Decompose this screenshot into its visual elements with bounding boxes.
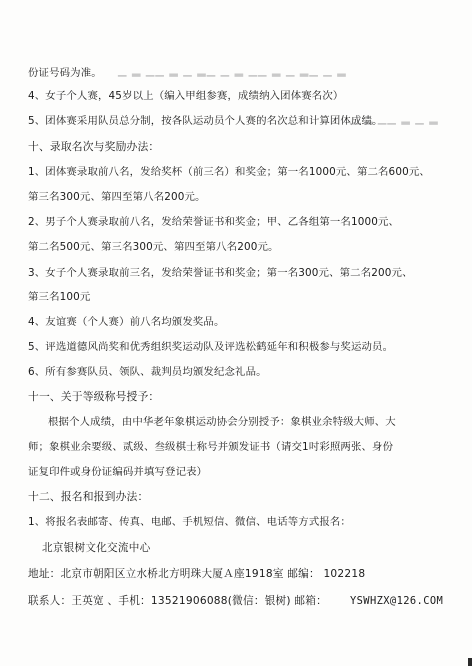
text-line-award-2a: 2、男子个人赛录取前八名，发给荣誉证书和奖金；甲、乙各组第一名1000元、: [28, 216, 400, 228]
text-line-award-4: 4、友谊赛（个人赛）前八名均颁发奖品。: [28, 316, 225, 328]
text-line-title-grant-c: 证复印件或身份证编码并填写登记表）: [28, 466, 208, 478]
contact-line: 联系人：王英宽 、手机：13521906088(微信：银树) 邮箱：: [28, 595, 327, 607]
organizer-name: 北京银树文化交流中心: [42, 542, 151, 554]
text-line-title-grant-b: 师；象棋业余要级、贰级、叁级棋士称号并颁发证书（请交1吋彩照两张、身份: [28, 441, 394, 453]
bleed-through-mark: ▁ ▂ ▁▁ ▂ ▁ ▂▁ ▁ ▂ ▁▁ ▂ ▁ ▂▁ ▁ ▂: [118, 64, 347, 77]
text-line-award-2b: 第二名500元、第三名300元、第四至第八名200元。: [28, 241, 279, 253]
text-line-award-1a: 1、团体赛录取前八名，发给奖杯（前三名）和奖金；第一名1000元、第二名600元、: [28, 166, 430, 178]
text-line-women-individual: 4、女子个人赛，45岁以上（编入甲组参赛，成绩纳入团体赛名次）: [28, 90, 344, 102]
email-address: YSWHZX@126.COM: [350, 595, 444, 607]
text-line-registration-method: 1、将报名表邮寄、传真、电邮、手机短信、微信、电话等方式报名：: [28, 516, 351, 528]
bleed-through-mark: ▁ ▂ ▁▁ ▂ ▁ ▂: [350, 112, 439, 125]
text-line-award-6: 6、所有参赛队员、领队、裁判员均颁发纪念礼品。: [28, 366, 267, 378]
text-line-award-3a: 3、女子个人赛录取前三名，发给荣誉证书和奖金；第一名300元、第二名200元、: [28, 267, 413, 279]
text-line-id-number: 份证号码为准。: [28, 67, 102, 79]
text-line-team-scoring: 5、团体赛采用队员总分制，按各队运动员个人赛的名次总和计算团体成绩。: [28, 115, 383, 127]
section-heading-11: 十一、关于等级称号授予：: [28, 390, 160, 403]
section-heading-12: 十二、报名和报到办法：: [28, 490, 149, 503]
text-line-award-3b: 第三名100元: [28, 291, 91, 303]
text-line-title-grant-a: 根据个人成绩，由中华老年象棋运动协会分别授予：象棋业余特级大师、大: [48, 416, 396, 428]
scan-edge-mark: [468, 658, 472, 666]
section-heading-10: 十、录取名次与奖励办法：: [28, 140, 160, 153]
text-line-award-5: 5、评选道德风尚奖和优秀组织奖运动队及评选松鹤延年和积极参与奖运动员。: [28, 341, 394, 353]
text-line-award-1b: 第三名300元、第四至第八名200元。: [28, 191, 206, 203]
address-line: 地址：北京市朝阳区立水桥北方明珠大厦Ａ座1918室 邮编： 102218: [28, 568, 366, 580]
